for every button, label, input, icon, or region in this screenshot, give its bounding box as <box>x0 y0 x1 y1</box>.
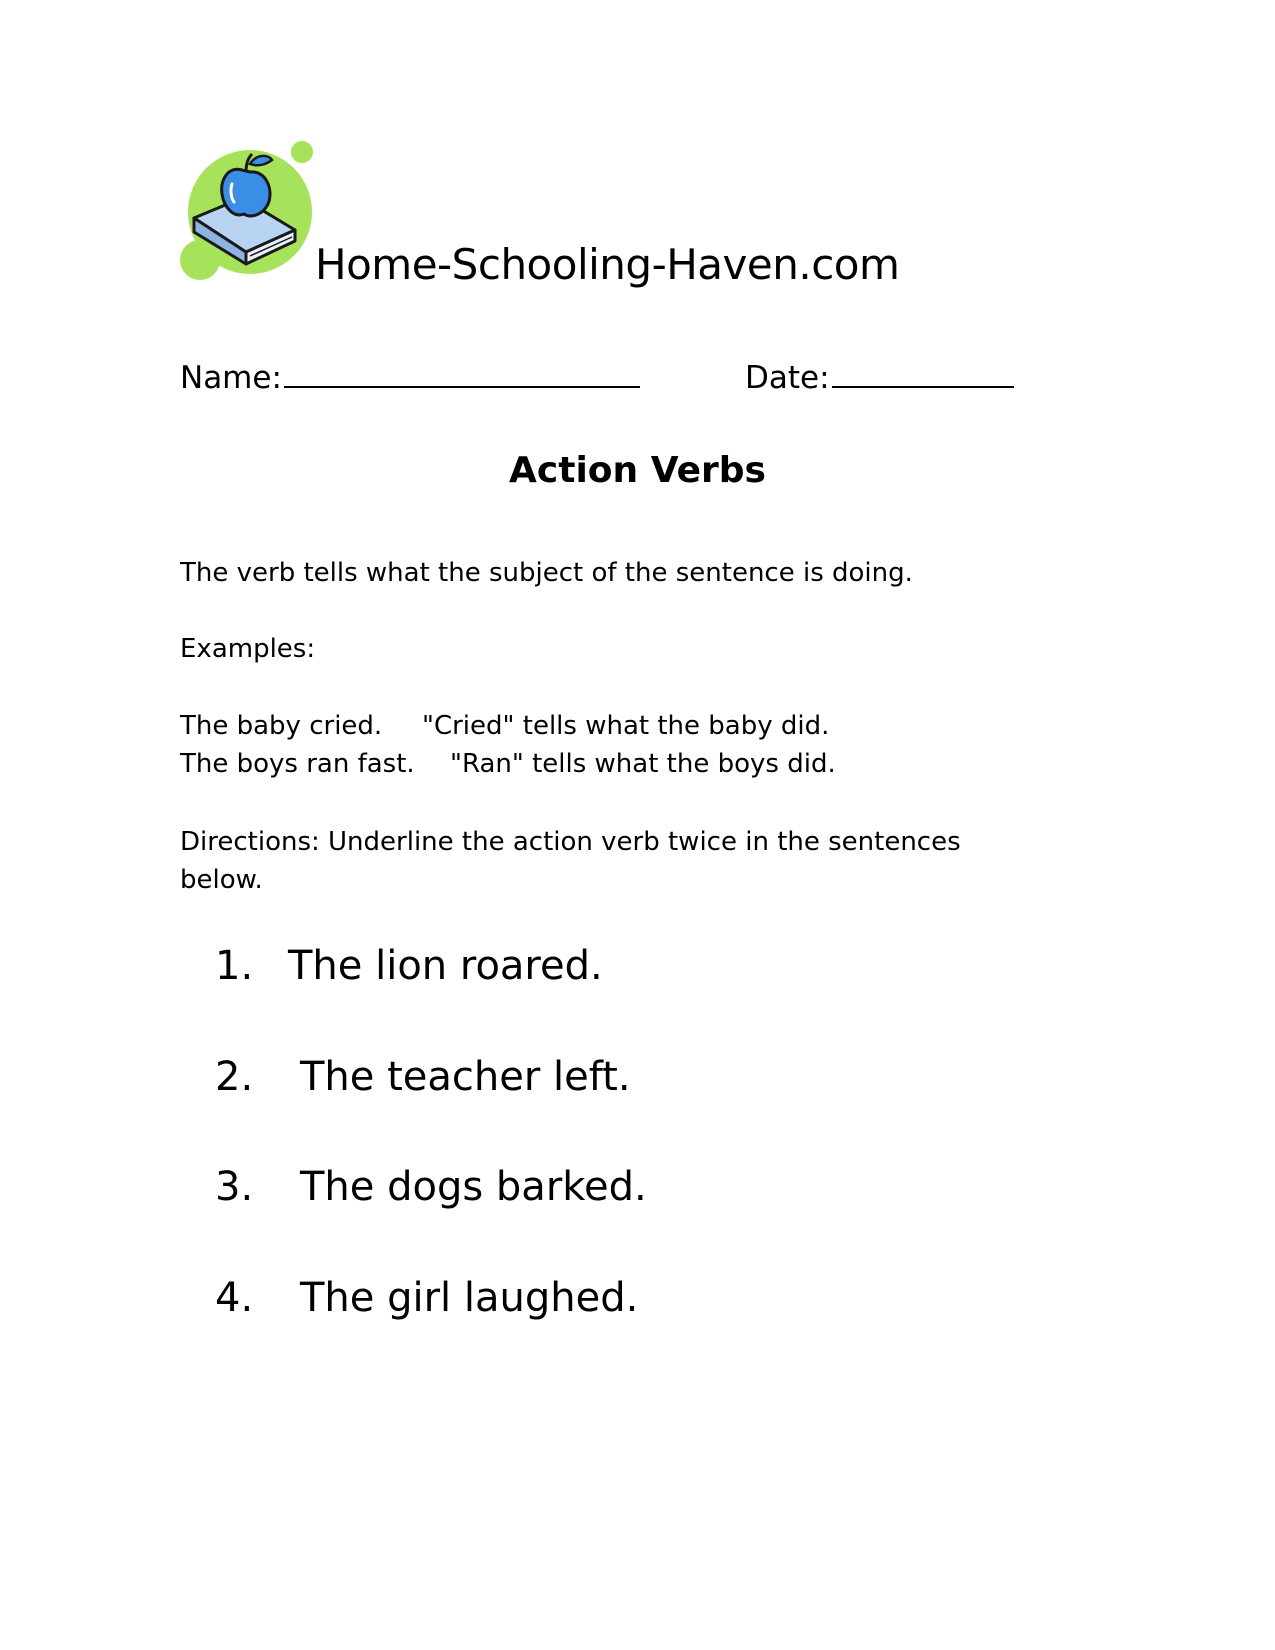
name-blank-line[interactable] <box>284 358 640 388</box>
date-field[interactable] <box>745 358 1014 398</box>
intro-text: The verb tells what the subject of the sentence is doing. <box>180 558 913 588</box>
example-sentence: The boys ran fast. <box>180 749 415 779</box>
item-number: 2. <box>215 1054 254 1100</box>
example-explanation: "Cried" tells what the baby did. <box>422 711 830 741</box>
example-explanation: "Ran" tells what the boys did. <box>450 749 836 779</box>
item-sentence: The teacher left. <box>300 1054 631 1100</box>
item-number: 3. <box>215 1164 254 1210</box>
item-number: 1. <box>215 943 254 989</box>
item-sentence: The dogs barked. <box>300 1164 647 1210</box>
item-sentence: The lion roared. <box>288 943 603 989</box>
name-field[interactable] <box>180 358 640 398</box>
page-title: Action Verbs <box>509 450 766 491</box>
example-sentence: The baby cried. <box>180 711 383 741</box>
examples-label: Examples: <box>180 634 316 664</box>
directions-text: Directions: Underline the action verb twice in the sentences below. <box>180 827 961 895</box>
date-label: Date: <box>745 360 830 396</box>
date-blank-line[interactable] <box>832 358 1014 388</box>
site-name[interactable]: Home-Schooling-Haven.com <box>315 240 900 289</box>
apple-on-book-logo <box>180 140 330 290</box>
name-label: Name: <box>180 360 282 396</box>
logo-graphic <box>180 140 330 290</box>
item-sentence: The girl laughed. <box>300 1275 639 1321</box>
item-number: 4. <box>215 1275 254 1321</box>
